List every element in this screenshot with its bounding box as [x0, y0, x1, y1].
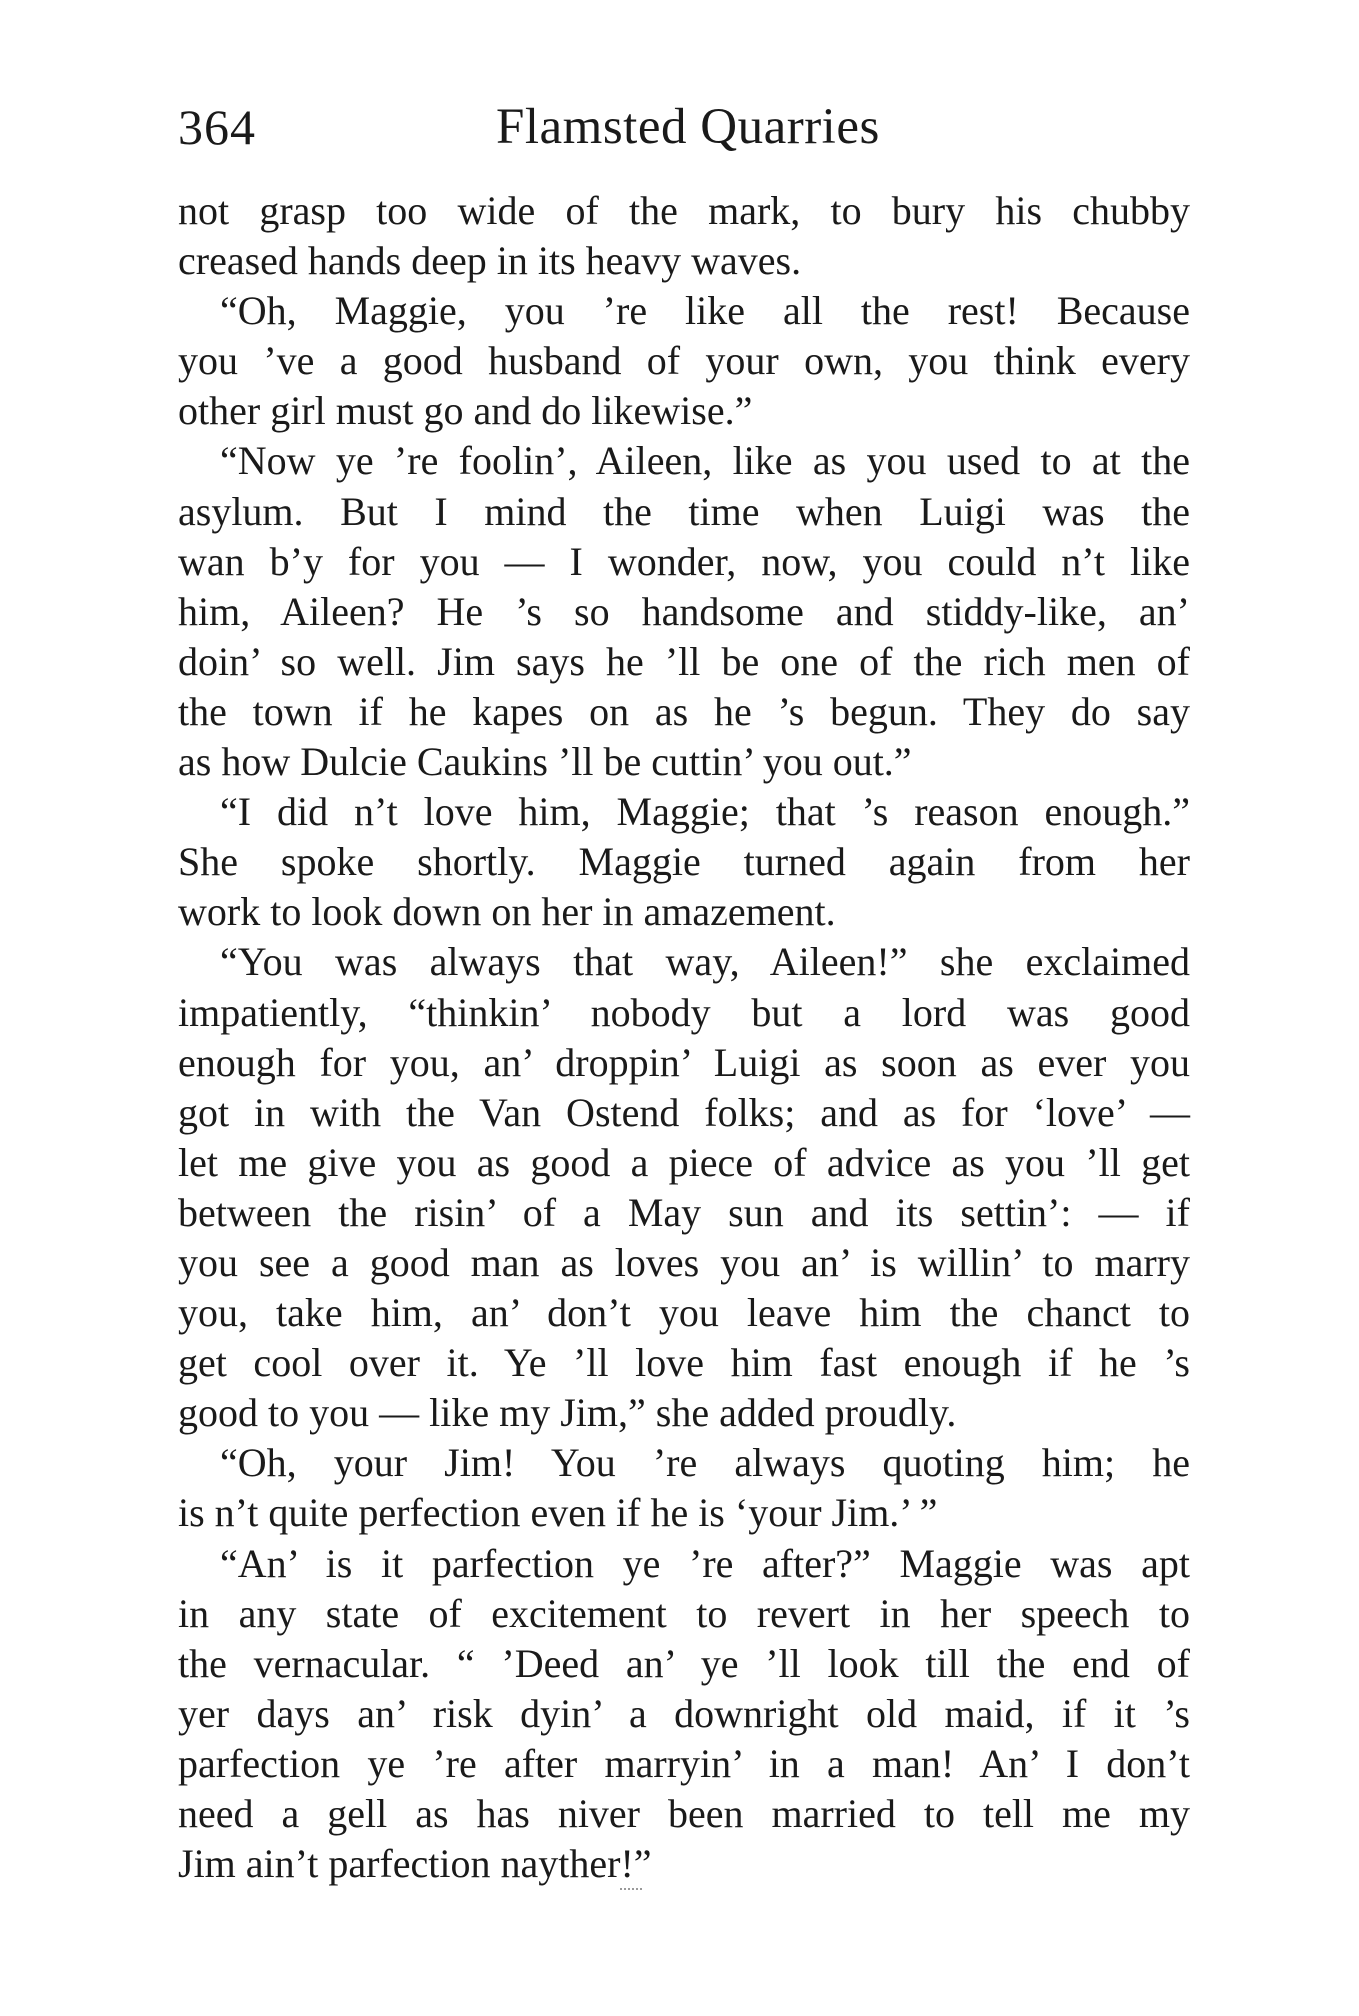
running-title: Flamsted Quarries [496, 99, 880, 155]
text-line: enough for you, an’ droppin’ Luigi as soon as ever you [178, 1039, 1190, 1085]
text-line: impatiently, “thinkin’ nobody but a lord was good [178, 989, 1190, 1035]
text-line: him, Aileen? He ’s so handsome and stiddy-like, an’ [178, 588, 1190, 634]
text-line: work to look down on her in amazement. [178, 889, 836, 935]
text-line: let me give you as good a piece of advice as you ’ll get [178, 1139, 1190, 1185]
text-line: not grasp too wide of the mark, to bury his chubby [178, 188, 1190, 233]
text-line: “You was always that way, Aileen!” she exclaimed [220, 939, 1190, 985]
text-line: need a gell as has niver been married to tell me my [178, 1791, 1190, 1836]
text-line: between the risin’ of a May sun and its settin’: — if [178, 1189, 1190, 1235]
body-text [178, 186, 1190, 1889]
text-line: in any state of excitement to revert in her speech to [178, 1590, 1190, 1636]
text-line: She spoke shortly. Maggie turned again from her [178, 839, 1190, 885]
text-line: wan b’y for you — I wonder, now, you could n’t like [178, 538, 1190, 584]
text-line: get cool over it. Ye ’ll love him fast enough if he ’s [178, 1340, 1190, 1386]
text-line: yer days an’ risk dyin’ a downright old maid, if it ’s [178, 1690, 1190, 1736]
text-line: you, take him, an’ don’t you leave him the chanct to [178, 1290, 1190, 1336]
text-line: you see a good man as loves you an’ is willin’ to marry [178, 1239, 1190, 1285]
text-line: is n’t quite perfection even if he is ‘your Jim.’ ” [178, 1490, 938, 1536]
text-line: parfection ye ’re after marryin’ in a man! An’ I don’t [178, 1740, 1190, 1786]
text-line: the town if he kapes on as he ’s begun. They do say [178, 688, 1190, 734]
text-line: doin’ so well. Jim says he ’ll be one of the rich men of [178, 638, 1190, 684]
text-line: “Oh, Maggie, you ’re like all the rest! Because [220, 288, 1190, 334]
text-line: “An’ is it parfection ye ’re after?” Maggie was apt [220, 1540, 1190, 1586]
text-line: other girl must go and do likewise.” [178, 388, 753, 434]
page-number: 364 [178, 99, 256, 155]
text-line: “I did n’t love him, Maggie; that ’s reason enough.” [220, 789, 1190, 835]
text-line: Jim ain’t parfection nayther!” [178, 1841, 652, 1887]
text-line: as how Dulcie Caukins ’ll be cuttin’ you out.” [178, 739, 912, 785]
text-line: the vernacular. “ ’Deed an’ ye ’ll look till the end of [178, 1640, 1190, 1686]
text-line: good to you — like my Jim,” she added proudly. [178, 1390, 957, 1436]
text-line: got in with the Van Ostend folks; and as for ‘love’ — [178, 1089, 1190, 1135]
text-line: you ’ve a good husband of your own, you think every [178, 338, 1190, 384]
printer-mark [620, 1888, 642, 1898]
running-head [178, 92, 1190, 162]
text-line: “Oh, your Jim! You ’re always quoting him; he [220, 1440, 1190, 1486]
text-line: creased hands deep in its heavy waves. [178, 238, 802, 284]
text-line: asylum. But I mind the time when Luigi was the [178, 488, 1190, 534]
text-line: “Now ye ’re foolin’, Aileen, like as you used to at the [220, 438, 1190, 484]
